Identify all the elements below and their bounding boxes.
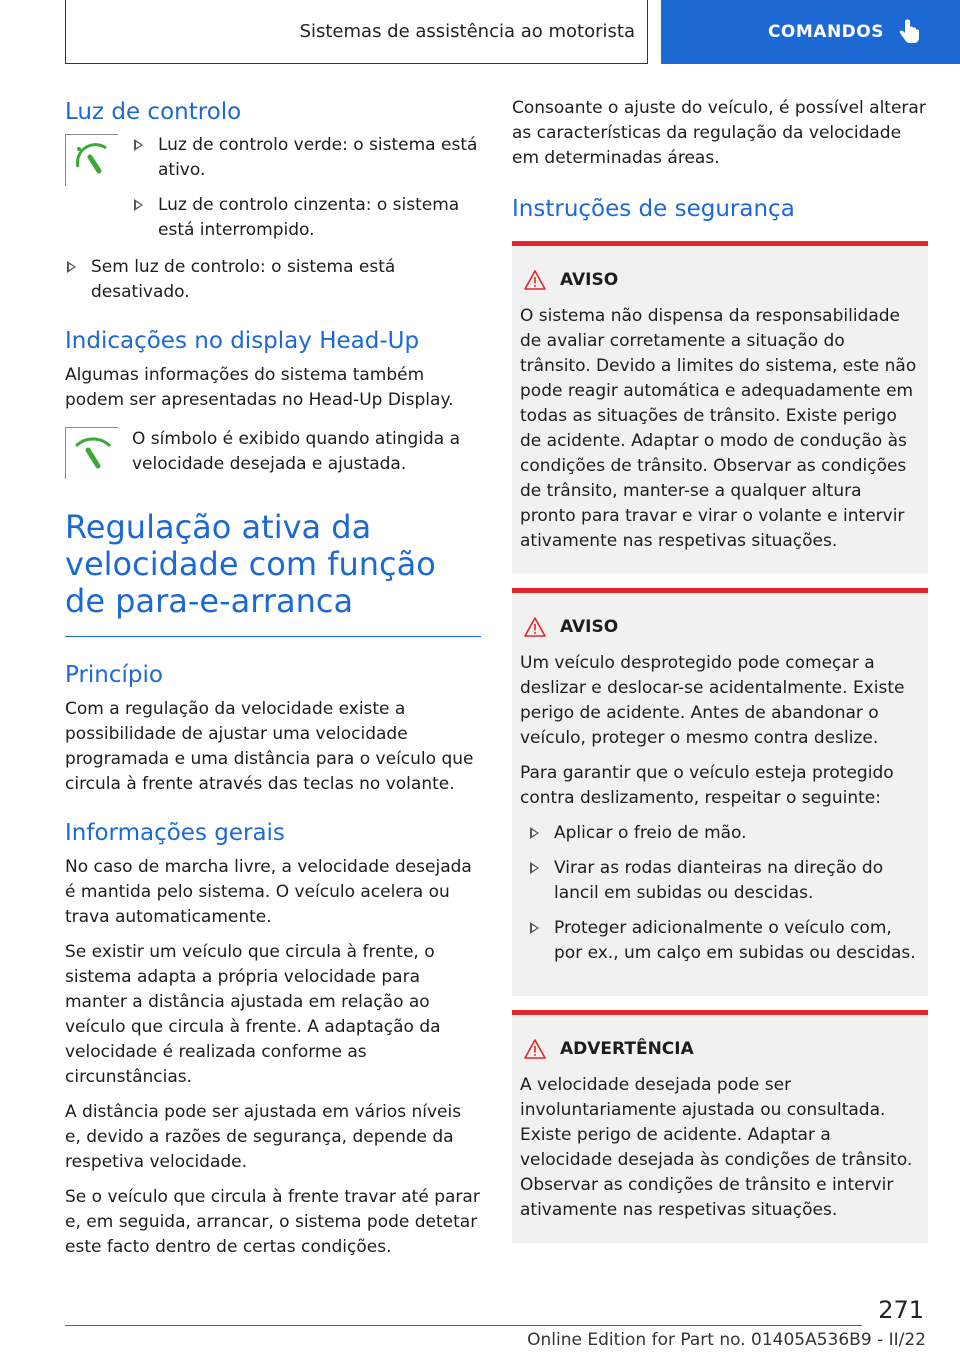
warning-triangle-icon bbox=[524, 1039, 546, 1059]
principle-text: Com a regulação da velocidade existe a possibilidade de ajustar uma velocidade programada e uma distância para o veículo que circula à frente através das teclas no volante. bbox=[65, 699, 474, 794]
heading-safety: Instruções de segurança bbox=[512, 196, 795, 222]
section-header bbox=[65, 0, 648, 64]
hud-text: Algumas informações do sistema também podem ser apresentadas no Head-Up Display. bbox=[65, 365, 454, 410]
section-title: Sistemas de assistência ao motorista bbox=[299, 21, 635, 42]
warning-box bbox=[512, 241, 928, 574]
chapter-tab[interactable] bbox=[661, 0, 960, 64]
intro-text: Consoante o ajuste do veículo, é possível alterar as características da regulação da velocidade em determinadas áreas. bbox=[512, 98, 926, 168]
precaution-list bbox=[528, 821, 920, 966]
footer-edition: Online Edition for Part no. 01405A536B9 - II/22 bbox=[527, 1330, 926, 1350]
warning-text: A velocidade desejada pode ser involuntariamente ajustada ou consultada. Existe perigo de acidente. Adaptar a velocidade desejada às condições de trânsito. Observar as condições de trânsito e intervir ativamente nas respetivas situações. bbox=[520, 1075, 913, 1220]
heading-control-light: Luz de controlo bbox=[65, 99, 242, 125]
bullet-triangle-icon bbox=[530, 922, 539, 934]
list-item: Luz de controlo verde: o sistema está ativo. bbox=[132, 133, 481, 183]
heading-general: Informações gerais bbox=[65, 820, 285, 846]
footer-divider bbox=[65, 1325, 862, 1326]
hud-symbol-block bbox=[65, 427, 481, 479]
general-paragraph: No caso de marcha livre, a velocidade desejada é mantida pelo sistema. O veículo acelera ou trava automaticamente. bbox=[65, 857, 472, 927]
list-item: Aplicar o freio de mão. bbox=[528, 821, 920, 846]
heading-main: Regulação ativa da velocidade com função de para-e-arranca bbox=[65, 508, 436, 620]
chapter-title: COMANDOS bbox=[767, 22, 884, 42]
bullet-triangle-icon bbox=[134, 139, 143, 151]
list-item: Luz de controlo cinzenta: o sistema está interrompido. bbox=[132, 193, 481, 243]
list-item: Virar as rodas dianteiras na direção do lancil em subidas ou descidas. bbox=[528, 856, 920, 906]
right-column bbox=[512, 96, 928, 1243]
general-paragraph: Se existir um veículo que circula à frente, o sistema adapta a própria velocidade para manter a distância ajustada em relação ao veículo que circula à frente. A adaptação da velocidade é realizada conforme as circunstâncias. bbox=[65, 942, 441, 1087]
warning-title: AVISO bbox=[520, 617, 920, 637]
warning-text: O sistema não dispensa da responsabilidade de avaliar corretamente a situação do trânsito. Devido a limites do sistema, este não pode reagir automática e adequadamente em todas as situações de trânsito. Existe perigo de acidente. Adaptar o modo de condução às condições de trânsito. Observar as condições de trânsito, manter-se a qualquer altura pronto para travar e virar o volante e intervir ativamente nas respetivas situações. bbox=[520, 306, 917, 551]
heading-divider bbox=[65, 636, 481, 637]
list-item: Proteger adicionalmente o veículo com, por ex., um calço em subidas ou descidas. bbox=[528, 916, 920, 966]
heading-principle: Princípio bbox=[65, 662, 163, 688]
general-paragraph: Se o veículo que circula à frente travar até parar e, em seguida, arrancar, o sistema pode detetar este facto dentro de certas condições. bbox=[65, 1187, 480, 1257]
heading-hud: Indicações no display Head-Up bbox=[65, 328, 420, 354]
hud-speed-reached-icon bbox=[65, 427, 118, 479]
warning-box bbox=[512, 588, 928, 996]
control-light-list bbox=[132, 133, 481, 253]
control-light-block bbox=[65, 134, 481, 253]
page-number: 271 bbox=[878, 1296, 924, 1324]
warning-text: Um veículo desprotegido pode começar a deslizar e deslocar-se acidentalmente. Existe perigo de acidente. Antes de abandonar o veículo, proteger o mesmo contra deslize. bbox=[520, 653, 905, 748]
list-item: Sem luz de controlo: o sistema está desativado. bbox=[65, 255, 481, 305]
hud-symbol-text: O símbolo é exibido quando atingida a velocidade desejada e ajustada. bbox=[132, 429, 461, 474]
warning-title: ADVERTÊNCIA bbox=[520, 1039, 920, 1059]
warning-triangle-icon bbox=[524, 617, 546, 637]
warning-triangle-icon bbox=[524, 270, 546, 290]
bullet-triangle-icon bbox=[530, 827, 539, 839]
general-paragraph: A distância pode ser ajustada em vários níveis e, devido a razões de segurança, depende da respetiva velocidade. bbox=[65, 1102, 462, 1172]
no-light-list bbox=[65, 255, 481, 305]
cruise-control-indicator-icon bbox=[65, 134, 118, 186]
bullet-triangle-icon bbox=[530, 862, 539, 874]
warning-title: AVISO bbox=[520, 270, 920, 290]
bullet-triangle-icon bbox=[67, 261, 76, 273]
warning-box bbox=[512, 1010, 928, 1243]
warning-text: Para garantir que o veículo esteja protegido contra deslizamento, respeitar o seguinte: bbox=[520, 763, 894, 808]
pointing-hand-icon bbox=[898, 19, 920, 45]
bullet-triangle-icon bbox=[134, 199, 143, 211]
left-column bbox=[65, 96, 481, 1260]
